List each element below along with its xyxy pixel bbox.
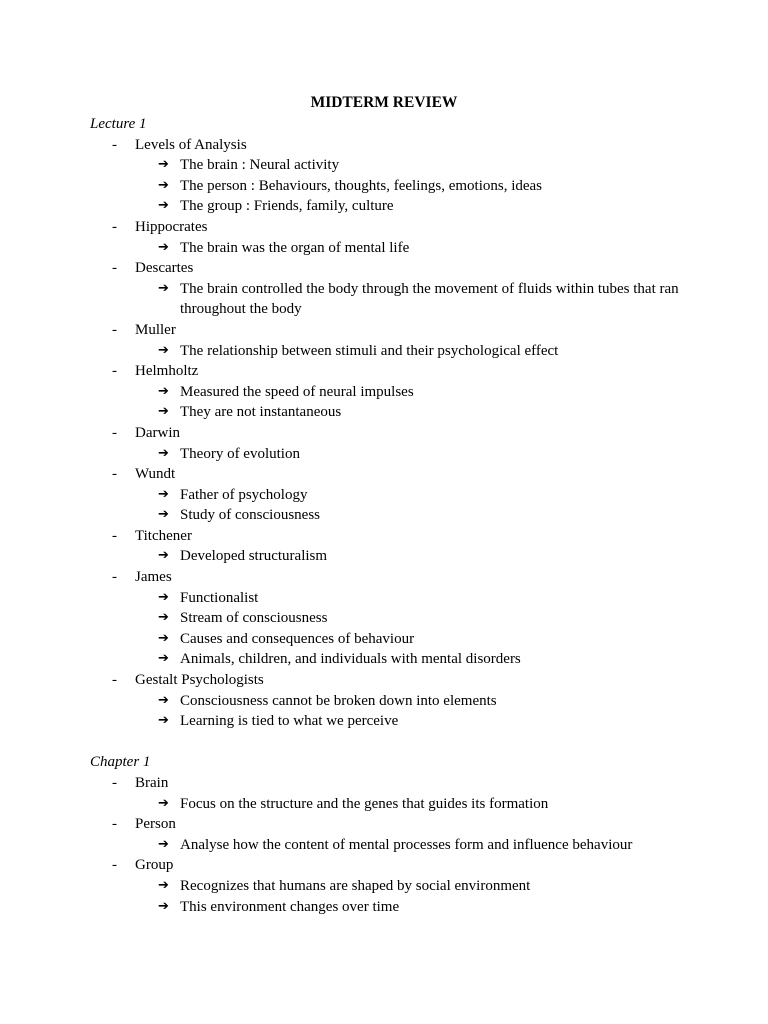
outline-subitem-text: Developed structuralism	[180, 548, 328, 565]
outline-item-label: Titchener	[135, 527, 192, 544]
arrow-bullet-icon: ➔	[158, 589, 169, 605]
outline-subitem	[90, 608, 680, 629]
outline-item	[90, 320, 680, 341]
outline-subitem	[90, 485, 680, 506]
outline-item	[90, 773, 680, 794]
outline-subitem-text: Theory of evolution	[180, 445, 300, 462]
outline-subitem-text: Focus on the structure and the genes that guides its formation	[180, 795, 549, 812]
arrow-bullet-icon: ➔	[158, 486, 169, 502]
outline-subitem	[90, 505, 680, 526]
arrow-bullet-icon: ➔	[158, 198, 169, 214]
arrow-bullet-icon: ➔	[158, 651, 169, 667]
outline-subitem-text: Measured the speed of neural impulses	[180, 383, 414, 400]
outline-subitem	[90, 649, 680, 670]
outline-subitem	[90, 588, 680, 609]
outline-subitem	[90, 897, 680, 918]
arrow-bullet-icon: ➔	[158, 877, 169, 893]
outline-section	[90, 114, 680, 732]
outline-subitem	[90, 341, 680, 362]
outline-subitem	[90, 238, 680, 259]
outline-item-label: Levels of Analysis	[135, 136, 247, 153]
dash-bullet: -	[112, 466, 117, 483]
outline-subitem-text: They are not instantaneous	[180, 404, 342, 421]
outline-subitem-text: Father of psychology	[180, 486, 308, 503]
outline-item-label: Group	[135, 857, 174, 874]
outline-item-label: Hippocrates	[135, 218, 208, 235]
outline-subitem-text: The relationship between stimuli and their psychological effect	[180, 342, 559, 359]
dash-bullet: -	[112, 672, 117, 689]
section-spacer	[90, 732, 680, 753]
outline-subitem	[90, 691, 680, 712]
arrow-bullet-icon: ➔	[158, 507, 169, 523]
outline-subitem-text: Learning is tied to what we perceive	[180, 713, 399, 730]
arrow-bullet-icon: ➔	[158, 630, 169, 646]
dash-bullet: -	[112, 424, 117, 441]
outline-item	[90, 258, 680, 279]
arrow-bullet-icon: ➔	[158, 836, 169, 852]
outline-item	[90, 217, 680, 238]
dash-bullet: -	[112, 775, 117, 791]
arrow-bullet-icon: ➔	[158, 445, 169, 461]
outline-item-label: Helmholtz	[135, 363, 199, 380]
outline-subitem	[90, 876, 680, 897]
outline-subitem-text: The group : Friends, family, culture	[180, 198, 394, 215]
dash-bullet: -	[112, 363, 117, 380]
outline-item-label: Brain	[135, 775, 169, 791]
outline-item	[90, 526, 680, 547]
outline-subitem-text: Consciousness cannot be broken down into elements	[180, 692, 497, 709]
outline-subitem-text: The brain : Neural activity	[180, 157, 340, 174]
outline-item	[90, 423, 680, 444]
outline-item	[90, 670, 680, 691]
outline-subitem-text: Recognizes that humans are shaped by social environment	[180, 877, 531, 894]
outline-subitem	[90, 279, 680, 320]
outline-item-label: James	[135, 569, 172, 586]
document-title: MIDTERM REVIEW	[310, 94, 458, 111]
outline-subitem-text: The brain controlled the body through the movement of fluids within tubes that ran throughout the body	[180, 280, 679, 318]
outline-subitem	[90, 835, 680, 856]
arrow-bullet-icon: ➔	[158, 342, 169, 358]
section-heading: Chapter 1	[90, 754, 151, 771]
arrow-bullet-icon: ➔	[158, 548, 169, 564]
arrow-bullet-icon: ➔	[158, 610, 169, 626]
dash-bullet: -	[112, 857, 117, 874]
outline-item-label: Descartes	[135, 260, 194, 277]
outline-item	[90, 567, 680, 588]
outline-subitem	[90, 382, 680, 403]
outline-item-label: Darwin	[135, 424, 180, 441]
outline-item-label: Muller	[135, 321, 176, 338]
dash-bullet: -	[112, 527, 117, 544]
arrow-bullet-icon: ➔	[158, 383, 169, 399]
section-heading: Lecture 1	[90, 116, 147, 132]
outline-subitem	[90, 155, 680, 176]
outline-subitem-text: Study of consciousness	[180, 507, 320, 524]
outline-item-label: Wundt	[135, 466, 176, 483]
dash-bullet: -	[112, 569, 117, 586]
outline-subitem-text: Causes and consequences of behaviour	[180, 630, 415, 647]
arrow-bullet-icon: ➔	[158, 157, 169, 173]
outline-item	[90, 855, 680, 876]
outline-item	[90, 135, 680, 156]
outline-item	[90, 814, 680, 835]
arrow-bullet-icon: ➔	[158, 404, 169, 420]
outline-item	[90, 361, 680, 382]
outline-subitem	[90, 711, 680, 732]
outline-subitem	[90, 444, 680, 465]
arrow-bullet-icon: ➔	[158, 795, 169, 811]
outline-subitem	[90, 402, 680, 423]
outline-subitem-text: Stream of consciousness	[180, 610, 328, 627]
outline-item-label: Person	[135, 816, 176, 833]
dash-bullet: -	[112, 136, 117, 153]
outline-subitem-text: Analyse how the content of mental processes form and influence behaviour	[180, 836, 633, 853]
outline-subitem	[90, 546, 680, 567]
outline-subitem-text: The brain was the organ of mental life	[180, 239, 410, 256]
dash-bullet: -	[112, 218, 117, 235]
outline-subitem	[90, 629, 680, 650]
dash-bullet: -	[112, 816, 117, 833]
outline-subitem-text: The person : Behaviours, thoughts, feelings, emotions, ideas	[180, 177, 543, 194]
dash-bullet: -	[112, 260, 117, 277]
arrow-bullet-icon: ➔	[158, 692, 169, 708]
outline-item-label: Gestalt Psychologists	[135, 672, 264, 689]
outline-subitem-text: Animals, children, and individuals with mental disorders	[180, 651, 521, 668]
arrow-bullet-icon: ➔	[158, 898, 169, 914]
arrow-bullet-icon: ➔	[158, 280, 169, 296]
dash-bullet: -	[112, 321, 117, 338]
outline-item	[90, 464, 680, 485]
outline-section	[90, 752, 680, 917]
arrow-bullet-icon: ➔	[158, 713, 169, 729]
outline-subitem-text: This environment changes over time	[180, 898, 400, 915]
arrow-bullet-icon: ➔	[158, 239, 169, 255]
outline-subitem-text: Functionalist	[180, 589, 259, 606]
outline-subitem	[90, 176, 680, 197]
outline-subitem	[90, 794, 680, 815]
arrow-bullet-icon: ➔	[158, 177, 169, 193]
outline-subitem	[90, 196, 680, 217]
document-content	[90, 114, 680, 917]
